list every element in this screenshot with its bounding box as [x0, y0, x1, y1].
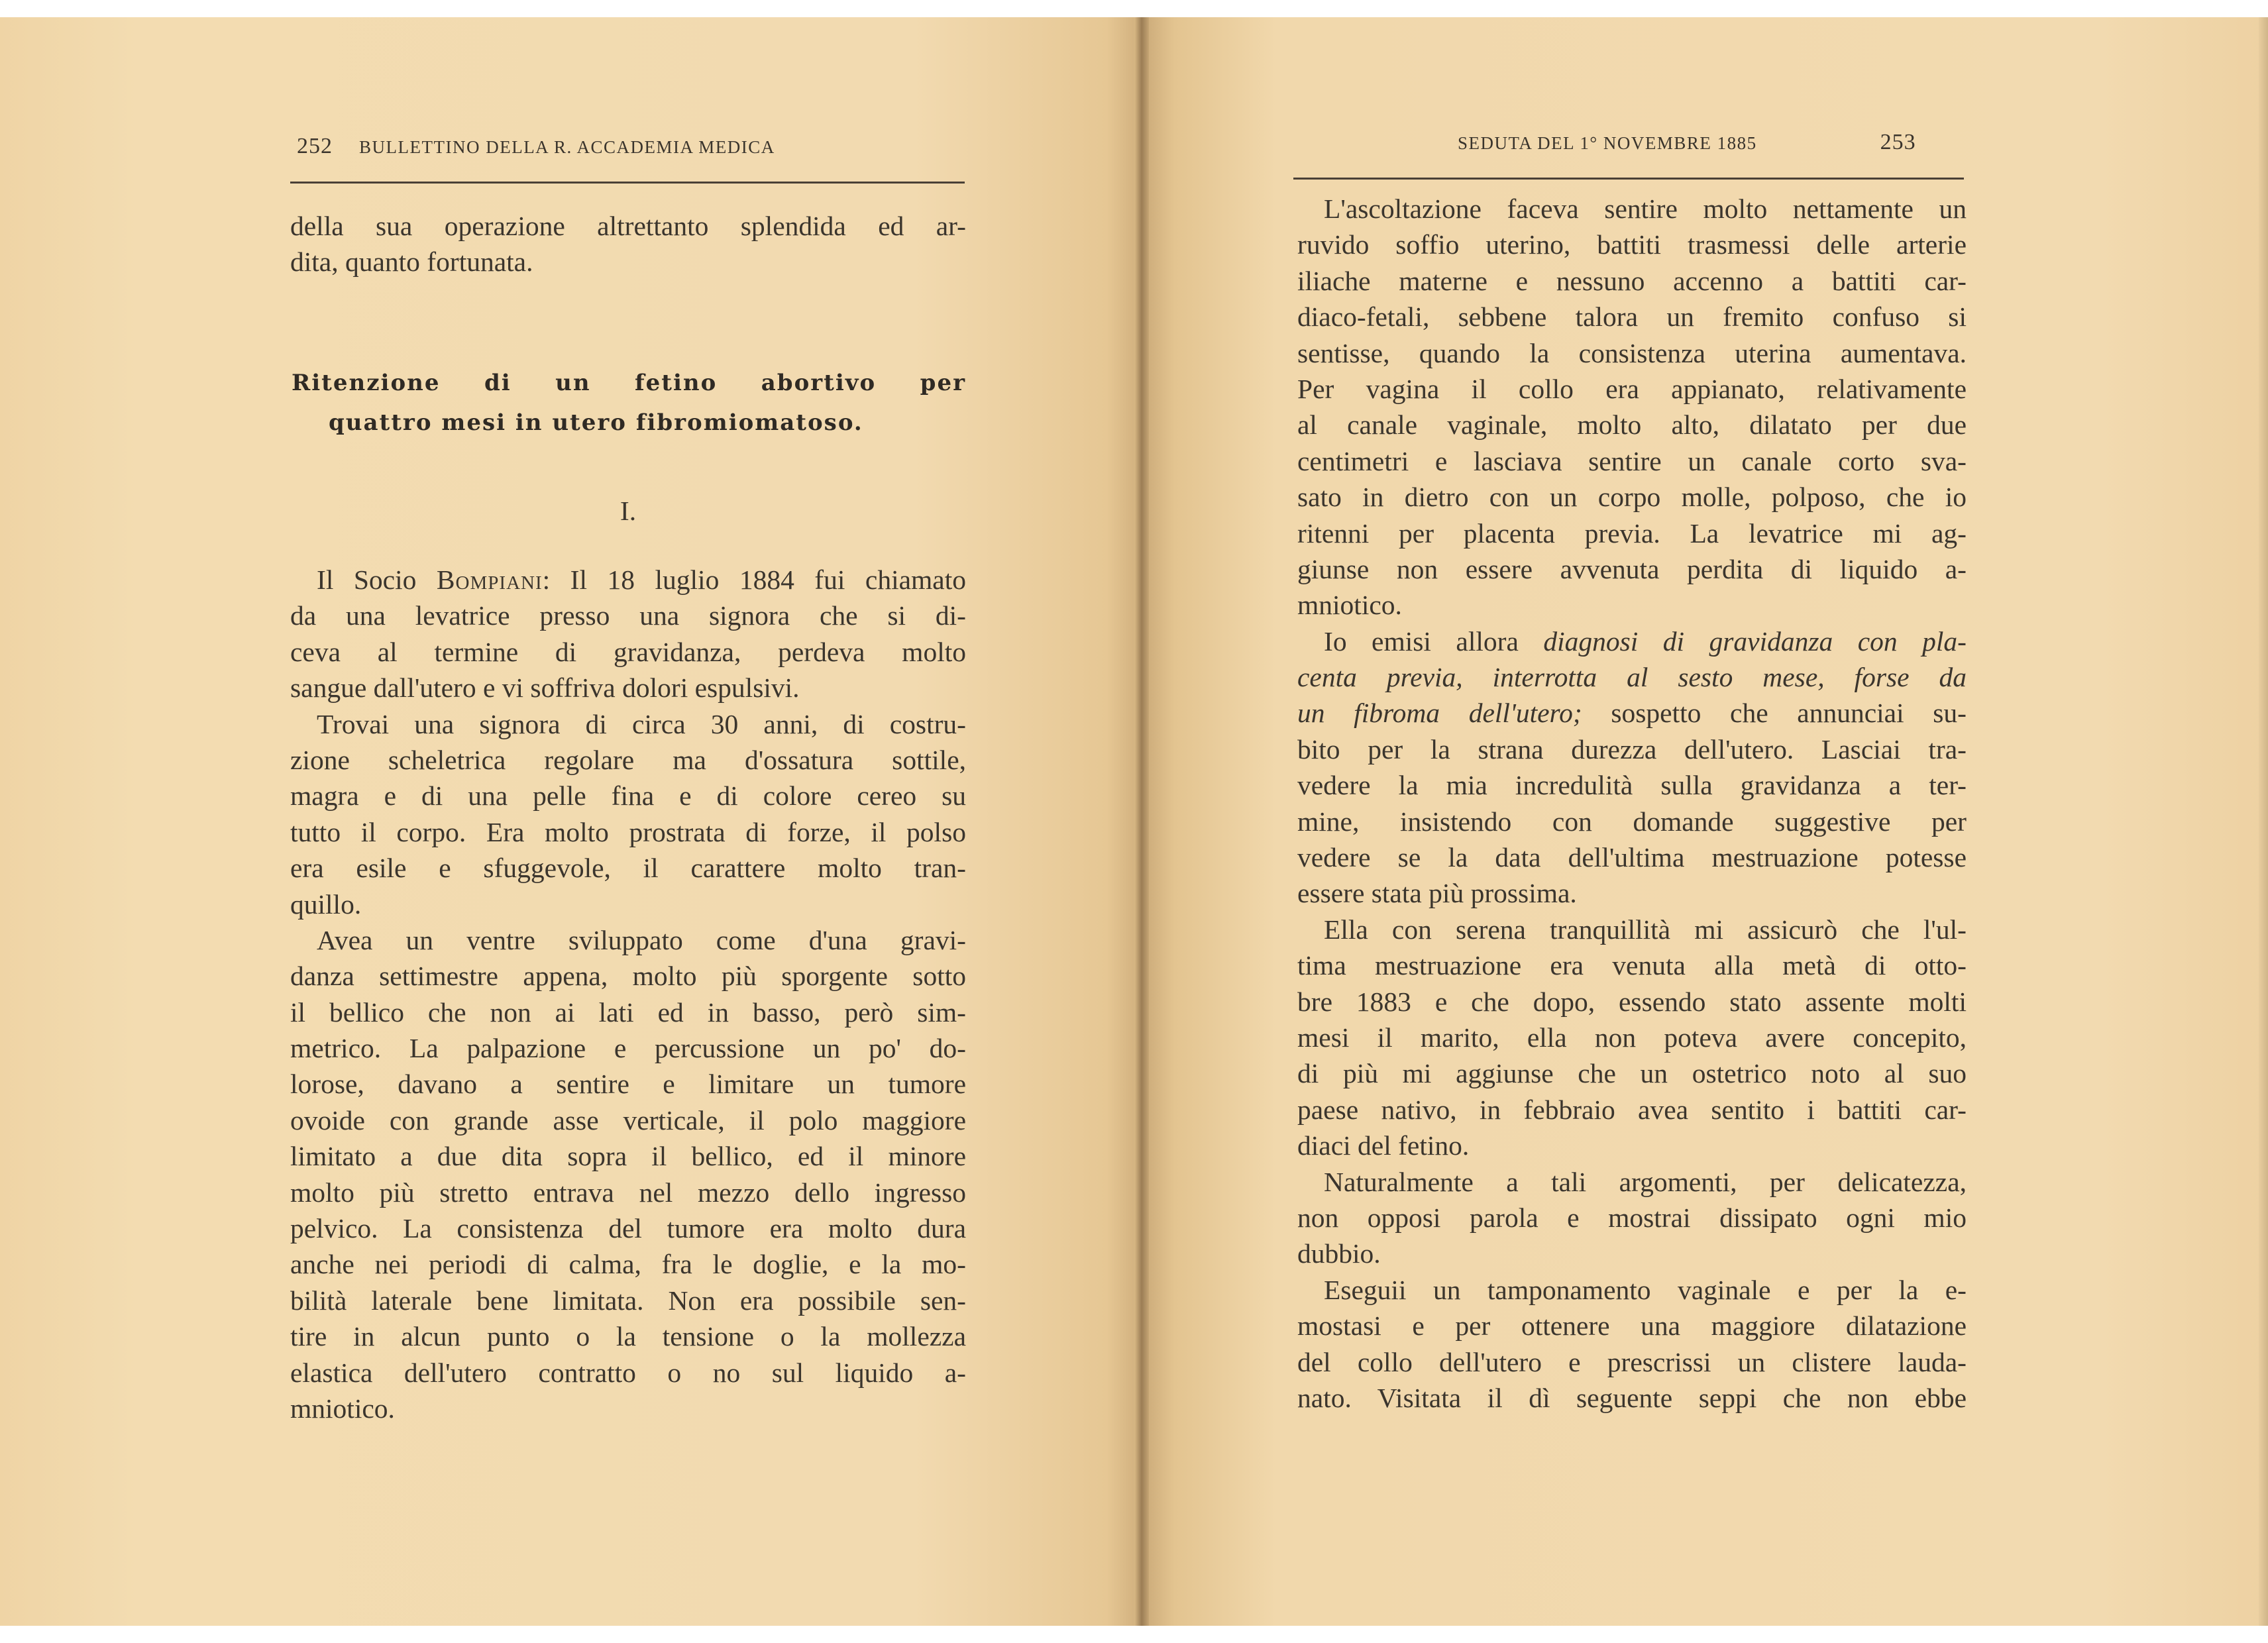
text-line: sato in dietro con un corpo molle, polposo, che io [1297, 482, 1967, 513]
text-line: Per vagina il collo era appianato, relativamente [1297, 373, 1967, 404]
text-line: vedere se la data dell'ultima mestruazione potesse [1297, 842, 1967, 873]
text-line: metrico. La palpazione e percussione un po' do- [290, 1033, 966, 1064]
text-line: vedere la mia incredulità sulla gravidanza a ter- [1297, 770, 1967, 801]
text-line: sangue dall'utero e vi soffriva dolori espulsivi. [290, 672, 800, 704]
text-line: essere stata più prossima. [1297, 878, 1577, 909]
left-intro-text [290, 208, 966, 280]
text-line: ritenni per placenta previa. La levatrice mi ag- [1297, 517, 1967, 549]
socio-prefix: Il Socio [317, 564, 417, 595]
text-line: mesi il marito, ella non poteva avere concepito, [1297, 1022, 1967, 1053]
text-line: mniotico. [1297, 590, 1402, 621]
article-heading-line-2: quattro mesi in utero fibromiomatoso. [329, 409, 863, 436]
book-spread [0, 17, 2268, 1626]
text-line: mostasi e per ottenere una maggiore dilatazione [1297, 1310, 1967, 1342]
text-line: paese nativo, in febbraio avea sentito i battiti car- [1297, 1094, 1967, 1125]
text-line: non opposi parola e mostrai dissipato ogni mio [1297, 1202, 1967, 1233]
diagnosis-lead: Io emisi allora [1324, 625, 1544, 657]
text-line: del collo dell'utero e prescrissi un clistere lauda- [1297, 1346, 1967, 1377]
text-line: iliache materne e nessuno accenno a battiti car- [1297, 265, 1967, 296]
left-running-title: BULLETTINO DELLA R. ACCADEMIA MEDICA [359, 137, 775, 157]
page-edge [2259, 17, 2268, 1626]
left-page [0, 17, 1141, 1626]
text-line: Naturalmente a tali argomenti, per delicatezza, [1324, 1166, 1967, 1197]
text-line: dubbio. [1297, 1238, 1381, 1269]
text-line: centimetri e lasciava sentire un canale corto sva- [1297, 445, 1967, 476]
diagnosis-italic-3: un fibroma dell'utero; [1297, 698, 1582, 729]
text-line: ovoide con grande asse verticale, il polo maggiore [290, 1104, 966, 1136]
text-line: Eseguii un tamponamento vaginale e per la e- [1324, 1274, 1967, 1305]
text-line: tima mestruazione era venuta alla metà di otto- [1297, 950, 1967, 981]
left-running-head [297, 134, 775, 163]
section-numeral-block [290, 493, 966, 529]
text-line: bre 1883 e che dopo, essendo stato assente molti [1297, 986, 1967, 1017]
text-line: diaci del fetino. [1297, 1130, 1470, 1161]
text-line: ceva al termine di gravidanza, perdeva molto [290, 636, 966, 667]
book-gutter [1134, 17, 1149, 1626]
text-line: mniotico. [290, 1393, 395, 1424]
text-line: giunse non essere avvenuta perdita di liquido a- [1297, 553, 1967, 584]
right-body-text [1297, 191, 1967, 1416]
article-heading-line-1: Ritenzione di un fetino abortivo per [292, 370, 966, 396]
text-line: di più mi aggiunse che un ostetrico noto al suo [1297, 1058, 1967, 1089]
text-line-diagnosis-3 [1297, 695, 1967, 731]
left-body-text [290, 562, 966, 1426]
text-line: Ella con serena tranquillità mi assicurò che l'ul- [1324, 914, 1967, 945]
text-line: elastica dell'utero contratto o no sul liquido a- [290, 1357, 966, 1388]
text-line: bito per la strana durezza dell'utero. Lasciai tra- [1297, 733, 1967, 765]
text-line: tire in alcun punto o la tensione o la mollezza [290, 1321, 966, 1352]
text-line: tutto il corpo. Era molto prostrata di forze, il polso [290, 816, 966, 847]
text-line: il bellico che non ai lati ed in basso, però sim- [290, 996, 966, 1028]
text-line: limitato a due dita sopra il bellico, ed il minore [290, 1141, 966, 1172]
text-line: Trovai una signora di circa 30 anni, di costru- [317, 708, 966, 739]
text-line: da una levatrice presso una signora che si di- [290, 600, 966, 631]
text-line: della sua operazione altrettanto splendida ed ar- [290, 211, 966, 241]
text-line: L'ascoltazione faceva sentire molto nettamente un [1324, 193, 1967, 224]
right-header-rule [1293, 178, 1964, 180]
text-line: pelvico. La consistenza del tumore era molto dura [290, 1213, 966, 1244]
text-line: ruvido soffio uterino, battiti trasmessi delle arterie [1297, 229, 1967, 260]
text-line: nato. Visitata il dì seguente seppi che non ebbe [1297, 1382, 1967, 1413]
text-line: magra e di una pelle fina e di colore cereo su [290, 780, 966, 812]
left-header-rule [290, 182, 965, 184]
right-running-title: SEDUTA DEL 1° NOVEMBRE 1885 [1458, 133, 1757, 153]
text-line: anche nei periodi di calma, fra le doglie, e la mo- [290, 1249, 966, 1280]
diagnosis-tail: sospetto che annunciai su- [1582, 698, 1967, 729]
text-line-diagnosis-1 [1297, 623, 1967, 659]
socio-rest: : Il 18 luglio 1884 fui chiamato [542, 564, 966, 595]
text-line: molto più stretto entrava nel mezzo dello ingresso [290, 1177, 966, 1208]
text-line: Avea un ventre sviluppato come d'una gravi- [317, 924, 966, 955]
diagnosis-italic-2: centa previa, interrotta al sesto mese, forse da [1297, 662, 1967, 693]
text-line: danza settimestre appena, molto più sporgente sotto [290, 961, 966, 992]
right-page [1141, 17, 2268, 1626]
left-page-number: 252 [297, 134, 333, 158]
text-line: sentisse, quando la consistenza uterina aumentava. [1297, 337, 1967, 368]
text-line: quillo. [290, 888, 362, 920]
text-line: mine, insistendo con domande suggestive per [1297, 806, 1967, 837]
text-line: bilità laterale bene limitata. Non era possibile sen- [290, 1285, 966, 1316]
diagnosis-italic-1: diagnosi di gravidanza con pla- [1543, 625, 1967, 657]
text-line-socio [290, 562, 966, 598]
text-line: al canale vaginale, molto alto, dilatato per due [1297, 409, 1967, 441]
right-running-head [1458, 130, 1916, 159]
text-line: dita, quanto fortunata. [290, 246, 533, 278]
text-line: zione scheletrica regolare ma d'ossatura sottile, [290, 744, 966, 775]
text-line: era esile e sfuggevole, il carattere molto tran- [290, 853, 966, 884]
right-page-number: 253 [1880, 130, 1916, 154]
text-line: diaco-fetali, sebbene talora un fremito confuso si [1297, 301, 1967, 333]
text-line: lorose, davano a sentire e limitare un tumore [290, 1069, 966, 1100]
section-numeral: I. [620, 496, 637, 526]
socio-name: Bompiani [436, 564, 543, 595]
